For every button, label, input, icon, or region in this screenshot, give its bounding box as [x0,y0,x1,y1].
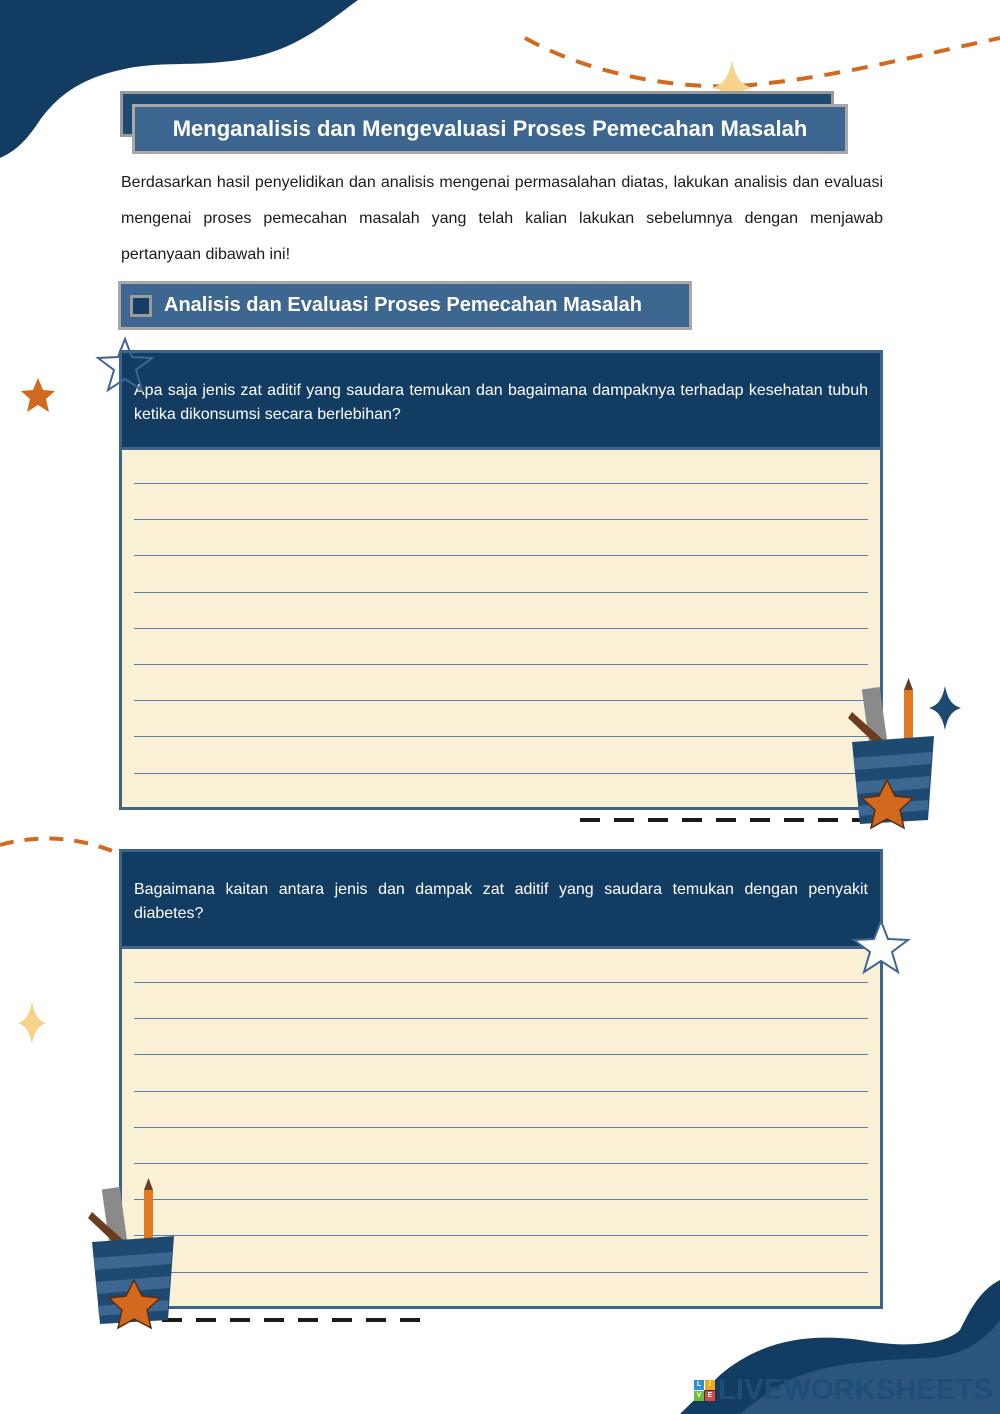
logo-letter: L [694,1380,704,1390]
page-title [132,104,848,154]
answer-line[interactable] [134,1199,868,1200]
pencil-cup-icon [844,676,944,844]
question-1-text: Apa saja jenis zat aditif yang saudara temukan dan bagaimana dampaknya terhadap kesehatan tubuh ketika dikonsumsi secara berlebihan? [134,382,868,423]
question-box-1 [119,350,883,810]
liveworksheets-logo-icon [694,1380,715,1401]
top-dashed-arc [525,38,1000,86]
answer-line[interactable] [134,736,868,737]
answer-line[interactable] [134,592,868,593]
answer-line[interactable] [134,1018,868,1019]
question-2-header [122,852,880,949]
question-box-2 [119,849,883,1309]
liveworksheets-watermark [694,1374,993,1406]
outline-star-icon [94,336,156,396]
answer-area-2 [122,949,880,1306]
liveworksheets-text: LIVEWORKSHEETS [718,1373,994,1406]
answer-line[interactable] [134,519,868,520]
answer-line[interactable] [134,982,868,983]
logo-letter: V [694,1391,704,1401]
answer-line[interactable] [134,1091,868,1092]
question-1-header [122,353,880,450]
orange-star-left [21,378,55,412]
answer-line[interactable] [134,1127,868,1128]
logo-letter: E [705,1391,715,1401]
answer-line[interactable] [134,1272,868,1273]
answer-area-1 [122,450,880,807]
dashed-divider-1 [578,814,878,826]
answer-line[interactable] [134,773,868,774]
answer-line[interactable] [134,628,868,629]
section-checkbox[interactable] [130,295,152,317]
logo-letter: I [705,1380,715,1390]
answer-line[interactable] [134,1235,868,1236]
answer-line[interactable] [134,700,868,701]
section-header-label: Analisis dan Evaluasi Proses Pemecahan Masalah [164,294,643,316]
answer-line[interactable] [134,483,868,484]
outline-star-icon [850,918,912,978]
answer-line[interactable] [134,555,868,556]
answer-line[interactable] [134,1054,868,1055]
answer-line[interactable] [134,664,868,665]
yellow-sparkle-left [18,1002,46,1044]
mid-dashed-arc [0,839,115,852]
answer-line[interactable] [134,1163,868,1164]
question-2-text: Bagaimana kaitan antara jenis dan dampak zat aditif yang saudara temukan dengan penyakit diabetes? [134,881,868,922]
section-header [118,281,692,330]
intro-paragraph: Berdasarkan hasil penyelidikan dan analisis mengenai permasalahan diatas, lakukan analisis dan evaluasi mengenai proses pemecahan masalah yang telah kalian lakukan sebelumnya dengan menjawab pertanyaan dibawah ini! [121,174,883,263]
dashed-divider-2 [160,1314,430,1326]
pencil-cup-icon [84,1176,184,1344]
page-title-text: Menganalisis dan Mengevaluasi Proses Pemecahan Masalah [172,116,808,141]
